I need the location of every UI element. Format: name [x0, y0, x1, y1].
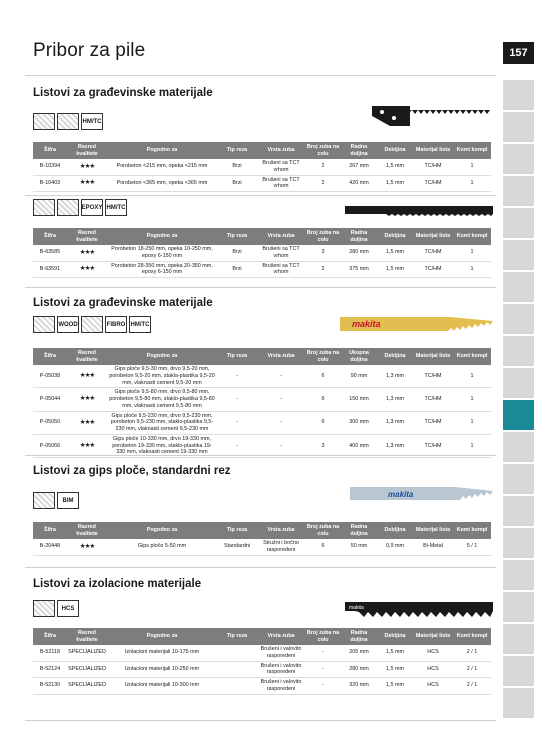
table-header-row [33, 628, 491, 645]
table-cell: Stružni i bočno rasporedeni [257, 539, 305, 555]
table-cell: 1 [453, 365, 491, 388]
table-cell: Porobeton <215 mm, opeka <215 mm [107, 159, 217, 175]
table-cell: Brušeni sa TCT vrhom [257, 159, 305, 175]
table-cell: B-63585 [33, 245, 67, 261]
product-table [33, 522, 491, 556]
table-cell: TC/HM [413, 261, 453, 278]
table-cell: HCS [413, 678, 453, 695]
column-header: Komi kompl [453, 522, 491, 539]
table-cell: P-05038 [33, 365, 67, 388]
svg-text:makita: makita [388, 490, 414, 499]
table-cell: 1,3 mm [377, 365, 413, 388]
table-cell: - [305, 661, 341, 678]
column-header: Materijal lista [413, 628, 453, 645]
table-cell: 1,5 mm [377, 261, 413, 278]
column-header: Pogodno za [107, 228, 217, 245]
material-icons [33, 600, 79, 619]
table-cell: - [257, 434, 305, 457]
table-cell: HCS [413, 661, 453, 678]
table-cell [217, 661, 257, 678]
product-table [33, 142, 491, 192]
table-cell: 6 [305, 388, 341, 411]
column-header: Šifra [33, 228, 67, 245]
table-cell: 1 [453, 159, 491, 175]
column-header: Tip reza [217, 228, 257, 245]
footer-divider [25, 720, 496, 721]
column-header: Materijal lista [413, 348, 453, 365]
divider [25, 75, 496, 76]
product-table [33, 228, 491, 278]
table-cell: Brušeni sa TCT vrhom [257, 261, 305, 278]
column-header: Radna duljina [341, 142, 377, 159]
table-cell: TC/HM [413, 159, 453, 175]
quality-rating: ★★★ [67, 365, 107, 388]
aerated-concrete-icon [57, 113, 79, 130]
column-header: Tip reza [217, 142, 257, 159]
table-cell: TC/HM [413, 411, 453, 434]
quality-rating: ★★★ [67, 388, 107, 411]
table-cell: - [257, 365, 305, 388]
column-header: Materijal lista [413, 522, 453, 539]
quality-rating: ★★★ [67, 175, 107, 192]
column-header: Broj zuba na colu [305, 522, 341, 539]
quality-rating: ★★★ [67, 245, 107, 261]
chapter-tab[interactable] [503, 208, 534, 238]
table-cell: 6 [305, 411, 341, 434]
table-cell: 5 / 1 [453, 539, 491, 555]
table-cell: B-10403 [33, 175, 67, 192]
table-cell: P-05044 [33, 388, 67, 411]
column-header: Razred kvalitete [67, 348, 107, 365]
chapter-tab[interactable] [503, 240, 534, 270]
blade-image [345, 597, 495, 619]
table-row [33, 365, 491, 388]
column-header: Debljina [377, 348, 413, 365]
table-cell: 1 [453, 411, 491, 434]
bim-icon: BIM [57, 492, 79, 509]
table-header-row [33, 348, 491, 365]
table-cell: Porobeton 28-350 mm, opeka 20-350 mm, epoxy 6-150 mm [107, 261, 217, 278]
table-cell: 267 mm [341, 159, 377, 175]
column-header: Broj zuba na colu [305, 348, 341, 365]
table-cell: - [217, 411, 257, 434]
table-cell [217, 645, 257, 661]
table-cell: 1,5 mm [377, 245, 413, 261]
column-header: Debljina [377, 228, 413, 245]
quality-rating: ★★★ [67, 434, 107, 457]
column-header: Vrsta zuba [257, 628, 305, 645]
column-header: Razred kvalitete [67, 228, 107, 245]
blade-image [350, 484, 495, 504]
table-row [33, 261, 491, 278]
table-cell: - [217, 434, 257, 457]
divider [25, 195, 496, 196]
column-header: Komi kompl [453, 228, 491, 245]
table-cell: Brušeni sa TCT vrhom [257, 245, 305, 261]
table-cell: 3 [305, 434, 341, 457]
table-cell: 1,3 mm [377, 388, 413, 411]
column-header: Broj zuba na colu [305, 142, 341, 159]
table-cell: B-52130 [33, 678, 67, 695]
column-header: Komi kompl [453, 348, 491, 365]
table-cell: Gips ploče 9,5-80 mm, drvo 9,5-80 mm, porobeton 9,5-80 mm, staklo-plastika 9,5-80 mm, vlaknasti cement 9,5-80 mm [107, 388, 217, 411]
table-row [33, 159, 491, 175]
table-cell: Standardni [217, 539, 257, 555]
table-cell: Gips ploče 10-330 mm, drvo 19-330 mm, porobeton 19-330 mm, staklo-plastika 19-330 mm, vlaknasti cement 19-330 mm [107, 434, 217, 457]
column-header: Pogodno za [107, 348, 217, 365]
chapter-tab[interactable] [503, 688, 534, 718]
column-header: Debljina [377, 628, 413, 645]
table-row [33, 411, 491, 434]
table-cell: B-52118 [33, 645, 67, 661]
column-header: Pogodno za [107, 628, 217, 645]
table-header-row [33, 522, 491, 539]
table-cell: - [217, 365, 257, 388]
hmtc-icon: HM/TC [129, 316, 151, 333]
table-cell: - [305, 645, 341, 661]
table-cell: 1,5 mm [377, 175, 413, 192]
table-cell: Bi-Metal [413, 539, 453, 555]
svg-text:makita: makita [352, 319, 381, 329]
column-header: Vrsta zuba [257, 228, 305, 245]
table-cell: B-20448 [33, 539, 67, 555]
table-cell: 420 mm [341, 175, 377, 192]
table-cell: Brušeni i valovito rasporedeni [257, 661, 305, 678]
table-row [33, 434, 491, 457]
quality-rating: SPECIJALIZED [67, 645, 107, 661]
brick-icon [33, 199, 55, 216]
chapter-tab[interactable] [503, 336, 534, 366]
column-header: Razred kvalitete [67, 628, 107, 645]
column-header: Komi kompl [453, 142, 491, 159]
insulation-icon [33, 600, 55, 617]
table-cell: 2 / 1 [453, 645, 491, 661]
quality-rating: SPECIJALIZED [67, 678, 107, 695]
table-cell: Izolacioni materijali 10-250 mm [107, 661, 217, 678]
column-header: Vrsta zuba [257, 142, 305, 159]
table-row [33, 645, 491, 661]
table-cell: Brzi [217, 159, 257, 175]
table-cell: HCS [413, 645, 453, 661]
column-header: Debljina [377, 142, 413, 159]
product-table [33, 628, 491, 695]
table-cell: B-63591 [33, 261, 67, 278]
table-cell: 2 [305, 261, 341, 278]
table-cell: 1,5 mm [377, 645, 413, 661]
table-cell: Gips ploče 9,5-230 mm, drvo 9,5-230 mm, porobeton 9,5-230 mm, staklo-plastika 9,5-230 mm, vlaknasti cement 9,5-230 mm [107, 411, 217, 434]
column-header: Tip reza [217, 628, 257, 645]
chapter-tab[interactable] [503, 624, 534, 654]
table-row [33, 388, 491, 411]
table-cell: 1,5 mm [377, 678, 413, 695]
quality-rating: ★★★ [67, 411, 107, 434]
chapter-tab[interactable] [503, 112, 534, 142]
table-cell: 0,9 mm [377, 539, 413, 555]
column-header: Radna duljina [341, 228, 377, 245]
table-cell: 1 [453, 245, 491, 261]
table-row [33, 175, 491, 192]
table-cell: Porobeton 18-250 mm, opeka 10-250 mm, epoxy 6-150 mm [107, 245, 217, 261]
table-cell: TC/HM [413, 388, 453, 411]
table-cell: 375 mm [341, 261, 377, 278]
brick-icon [33, 113, 55, 130]
section-title: Listovi za gips ploče, standardni rez [33, 465, 231, 477]
column-header: Šifra [33, 628, 67, 645]
quality-rating: ★★★ [67, 261, 107, 278]
table-cell: Brušeni i valovito rasporedeni [257, 645, 305, 661]
section-title: Listovi za građevinske materijale [33, 297, 213, 309]
column-header: Šifra [33, 348, 67, 365]
table-cell: 1 [453, 434, 491, 457]
table-cell: 90 mm [341, 365, 377, 388]
column-header: Komi kompl [453, 628, 491, 645]
column-header: Broj zuba na colu [305, 228, 341, 245]
table-row [33, 245, 491, 261]
table-cell: 2 / 1 [453, 661, 491, 678]
quality-rating: ★★★ [67, 159, 107, 175]
column-header: Radna duljina [341, 522, 377, 539]
table-cell: Brzi [217, 245, 257, 261]
table-cell: TC/HM [413, 434, 453, 457]
table-cell: 280 mm [341, 245, 377, 261]
divider [25, 567, 496, 568]
table-cell: B-52124 [33, 661, 67, 678]
table-cell: TC/HM [413, 365, 453, 388]
chapter-tab[interactable] [503, 80, 534, 110]
table-cell: 150 mm [341, 388, 377, 411]
divider [25, 287, 496, 288]
table-cell: TC/HM [413, 245, 453, 261]
hmtc-icon: HM/TC [105, 199, 127, 216]
table-cell: 280 mm [341, 661, 377, 678]
chapter-tab[interactable] [503, 272, 534, 302]
table-cell: 1 [453, 261, 491, 278]
table-cell: 400 mm [341, 434, 377, 457]
table-row [33, 661, 491, 678]
blade-image [370, 100, 495, 132]
page-number: 157 [503, 42, 534, 64]
chapter-tab[interactable] [503, 176, 534, 206]
table-cell: 320 mm [341, 678, 377, 695]
table-cell: Izolacioni materijali 10-175 mm [107, 645, 217, 661]
table-header-row [33, 228, 491, 245]
blade-image [345, 203, 495, 217]
fibro-icon: FIBRO [105, 316, 127, 333]
chapter-tab[interactable] [503, 304, 534, 334]
chapter-tab[interactable] [503, 496, 534, 526]
column-header: Tip reza [217, 522, 257, 539]
table-header-row [33, 142, 491, 159]
wood-icon: WOOD [57, 316, 79, 333]
material-icons [33, 113, 103, 132]
chapter-tab[interactable] [503, 656, 534, 686]
material-icons [33, 316, 151, 335]
section-title: Listovi za građevinske materijale [33, 87, 213, 99]
chapter-tab[interactable] [503, 368, 534, 398]
material-icons [33, 492, 79, 511]
table-cell: Gips ploče 9,5-30 mm, drvo 9,5-20 mm, porobeton 9,5-20 mm, stakla-plastika 9,5-20 mm, vlaknasti cement 9,5-20 mm [107, 365, 217, 388]
table-cell: 1,3 mm [377, 411, 413, 434]
hmtc-icon: HM/TC [81, 113, 103, 130]
quality-rating: SPECIJALIZED [67, 661, 107, 678]
chapter-tab[interactable] [503, 144, 534, 174]
table-cell: Brzi [217, 261, 257, 278]
section-title: Listovi za izolacione materijale [33, 578, 202, 590]
chapter-tab[interactable] [503, 560, 534, 590]
drywall-icon [33, 492, 55, 509]
chapter-tab-active[interactable] [503, 400, 534, 430]
table-row [33, 539, 491, 555]
table-cell: Izolacioni materijali 10-300 mm [107, 678, 217, 695]
aerated-concrete-icon [57, 199, 79, 216]
column-header: Razred kvalitete [67, 142, 107, 159]
column-header: Vrsta zuba [257, 348, 305, 365]
column-header: Radna duljina [341, 628, 377, 645]
product-table [33, 348, 491, 458]
column-header: Razred kvalitete [67, 522, 107, 539]
divider [25, 455, 496, 456]
table-cell: B-10394 [33, 159, 67, 175]
table-cell: 1,5 mm [377, 661, 413, 678]
table-cell: 205 mm [341, 645, 377, 661]
table-cell: P-05066 [33, 434, 67, 457]
table-cell: 1,5 mm [377, 159, 413, 175]
table-cell: 2 [305, 175, 341, 192]
svg-text:makita: makita [349, 605, 364, 611]
chapter-tab[interactable] [503, 432, 534, 462]
table-cell: Brušeni sa TCT vrhom [257, 175, 305, 192]
column-header: Debljina [377, 522, 413, 539]
table-cell: P-05050 [33, 411, 67, 434]
table-row [33, 678, 491, 695]
table-cell: Porobeton <365 mm, opeka <365 mm [107, 175, 217, 192]
epoxy-icon: EPOXY [81, 199, 103, 216]
table-cell: - [257, 411, 305, 434]
quality-rating: ★★★ [67, 539, 107, 555]
chapter-tab[interactable] [503, 592, 534, 622]
page-title: Pribor za pile [33, 40, 146, 61]
table-cell: 6 [305, 539, 341, 555]
column-header: Tip reza [217, 348, 257, 365]
chapter-tab[interactable] [503, 528, 534, 558]
hcs-icon: HCS [57, 600, 79, 617]
column-header: Šifra [33, 142, 67, 159]
aerated-concrete-icon [81, 316, 103, 333]
drywall-icon [33, 316, 55, 333]
table-cell: - [257, 388, 305, 411]
table-cell: 2 / 1 [453, 678, 491, 695]
column-header: Materijal lista [413, 228, 453, 245]
material-icons [33, 199, 127, 218]
blade-image [340, 313, 495, 335]
column-header: Pogodno za [107, 142, 217, 159]
table-cell: Gips ploče 5-50 mm [107, 539, 217, 555]
column-header: Ukupna duljina [341, 348, 377, 365]
table-cell: Brzi [217, 175, 257, 192]
table-cell: TC/HM [413, 175, 453, 192]
column-header: Broj zuba na colu [305, 628, 341, 645]
table-cell: 3 [305, 245, 341, 261]
table-cell: 50 mm [341, 539, 377, 555]
table-cell: 1,3 mm [377, 434, 413, 457]
table-cell: 2 [305, 159, 341, 175]
chapter-tab[interactable] [503, 464, 534, 494]
table-cell: 300 mm [341, 411, 377, 434]
table-cell: - [305, 678, 341, 695]
column-header: Pogodno za [107, 522, 217, 539]
table-cell: - [217, 388, 257, 411]
column-header: Materijal lista [413, 142, 453, 159]
table-cell: 1 [453, 175, 491, 192]
table-cell: 6 [305, 365, 341, 388]
table-cell [217, 678, 257, 695]
table-cell: 1 [453, 388, 491, 411]
table-cell: Brušeni i valovito rasporedeni [257, 678, 305, 695]
chapter-tabs [503, 80, 534, 720]
column-header: Vrsta zuba [257, 522, 305, 539]
column-header: Šifra [33, 522, 67, 539]
